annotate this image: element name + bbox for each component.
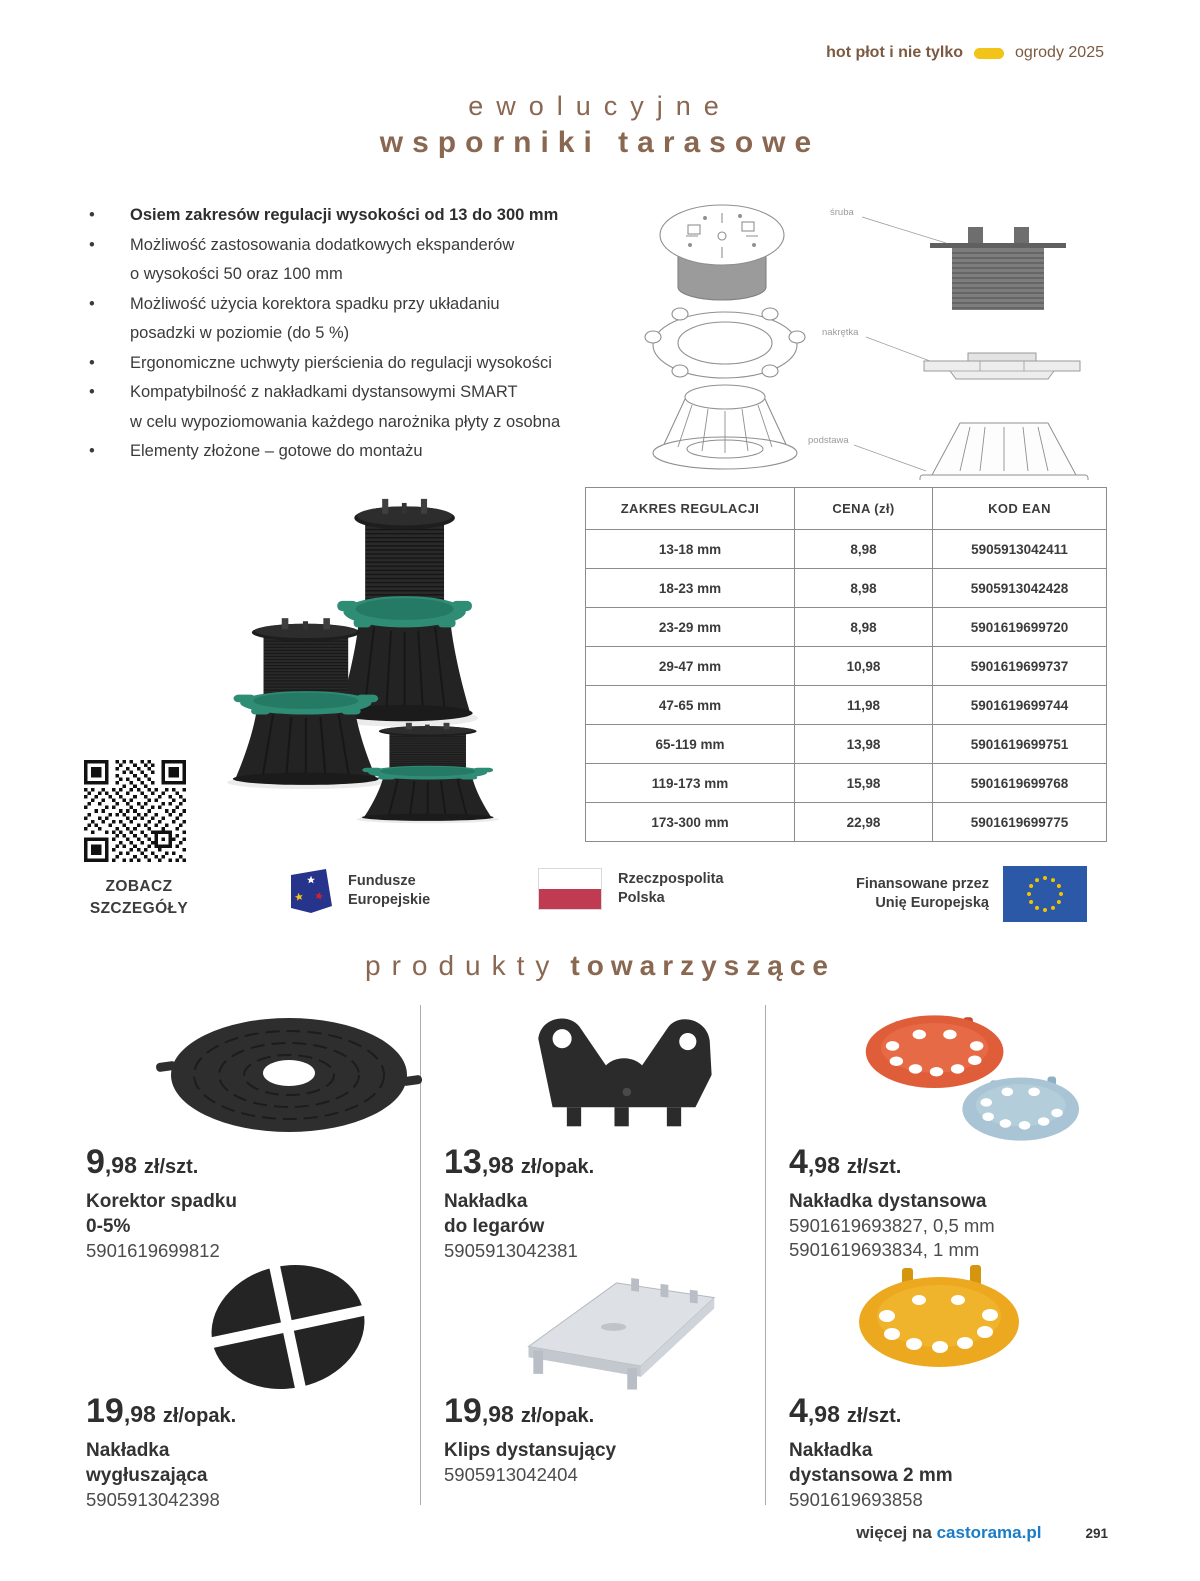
col-header-price: CENA (zł) [795, 488, 933, 530]
feature-item [86, 231, 631, 261]
bullet-marker: • [89, 294, 95, 313]
product-price: 19,98 zł/opak. [86, 1392, 237, 1430]
cell-range: 119-173 mm [586, 764, 795, 803]
product-name: Nakładka dystansowa [789, 1191, 987, 1212]
footer-prefix: więcej na [856, 1523, 937, 1542]
feature-item [86, 349, 631, 379]
feature-text: Możliwość zastosowania dodatkowych ekspanderów [130, 235, 515, 254]
product-ean: 5905913042404 [444, 1464, 578, 1485]
qr-caption [44, 876, 234, 920]
cell-price: 11,98 [795, 686, 933, 725]
section-title-accompanying-products [0, 946, 1200, 986]
feature-text: posadzki w poziomie (do 5 %) [130, 324, 350, 342]
product-ean: 5901619693827, 0,5 mm [789, 1215, 995, 1236]
product-image-sound-dampening-pad [204, 1257, 372, 1397]
cell-ean: 5905913042411 [933, 530, 1107, 569]
financed-label-line1: Finansowane przez [856, 876, 989, 892]
qr-code [84, 760, 186, 862]
poland-label-line1: Rzeczpospolita [618, 871, 724, 887]
feature-item [86, 378, 631, 408]
product-ean: 5901619693858 [789, 1489, 923, 1510]
poland-label [618, 870, 724, 908]
table-row [586, 608, 1107, 647]
page-number: 291 [1085, 1526, 1108, 1541]
price-table [585, 487, 1107, 842]
product-price: 9,98 zł/szt. [86, 1143, 199, 1181]
nut-part-diagram [822, 327, 1080, 379]
feature-item [86, 260, 631, 290]
feature-text: o wysokości 50 oraz 100 mm [130, 265, 343, 283]
table-header-row [586, 488, 1107, 530]
bullet-marker: • [89, 383, 95, 401]
diagram-label-base: podstawa [808, 435, 849, 446]
feature-text: Możliwość użycia korektora spadku przy układaniu [130, 294, 500, 313]
page-title-line1: ewolucyjne [468, 91, 732, 121]
exploded-view [645, 205, 805, 469]
pedestals-product-photo [170, 468, 570, 863]
product-card-spacer-pad-2mm [789, 1391, 1114, 1512]
spacer-pad-blue [962, 1077, 1079, 1141]
yellow-pill-icon [974, 48, 1004, 59]
diagram-label-screw: śruba [830, 207, 854, 218]
feature-text: Ergonomiczne uchwyty pierścienia do regulacji wysokości [130, 353, 552, 372]
cell-range: 29-47 mm [586, 647, 795, 686]
product-price: 4,98 zł/szt. [789, 1392, 902, 1430]
pedestal-tall [331, 499, 478, 727]
poland-label-line2: Polska [618, 890, 665, 906]
catalog-brand: hot płot i nie tylko [826, 44, 964, 61]
qr-caption-line1: ZOBACZ [105, 878, 173, 895]
cell-range: 47-65 mm [586, 686, 795, 725]
bullet-marker [86, 408, 130, 438]
product-name: Nakładka [444, 1191, 528, 1212]
product-price: 13,98 zł/opak. [444, 1143, 595, 1181]
bullet-marker: • [89, 353, 95, 372]
section-title-light: produkty [365, 950, 561, 981]
col-header-ean: KOD EAN [933, 488, 1107, 530]
eu-funds-label-line2: Europejskie [348, 892, 431, 908]
product-price: 4,98 zł/szt. [789, 1143, 902, 1181]
eu-funds-label-line1: Fundusze [348, 873, 416, 889]
catalog-edition: ogrody 2025 [1015, 44, 1104, 61]
castorama-link[interactable]: castorama.pl [936, 1523, 1042, 1542]
cell-price: 10,98 [795, 647, 933, 686]
cell-ean: 5901619699768 [933, 764, 1107, 803]
cell-ean: 5901619699737 [933, 647, 1107, 686]
page-title-line2: wsporniki tarasowe [379, 126, 821, 159]
product-card-spacer-clip [444, 1391, 769, 1487]
page-header [826, 44, 1104, 62]
spacer-pad-orange [866, 1015, 1004, 1088]
cell-ean: 5901619699720 [933, 608, 1107, 647]
product-name: Nakładka [789, 1440, 873, 1461]
cell-range: 18-23 mm [586, 569, 795, 608]
feature-item [86, 408, 631, 438]
table-row [586, 530, 1107, 569]
feature-item [86, 290, 631, 320]
cell-ean: 5901619699744 [933, 686, 1107, 725]
financed-label-line2: Unię Europejską [875, 895, 989, 911]
page-footer [856, 1523, 1108, 1543]
screw-part-diagram [830, 207, 1066, 310]
table-row [586, 647, 1107, 686]
diagram-label-nut: nakrętka [822, 327, 859, 338]
footer-more-text [856, 1523, 1041, 1543]
cell-range: 23-29 mm [586, 608, 795, 647]
feature-text: Kompatybilność z nakładkami dystansowymi SMART [130, 383, 518, 401]
product-card-slope-corrector [86, 1142, 411, 1263]
bullet-marker: • [89, 235, 95, 254]
cell-range: 65-119 mm [586, 725, 795, 764]
cell-range: 173-300 mm [586, 803, 795, 842]
product-name: do legarów [444, 1216, 545, 1237]
product-image-spacer-pad-yellow [844, 1260, 1034, 1385]
feature-list [86, 201, 631, 467]
product-name: dystansowa 2 mm [789, 1465, 953, 1486]
bullet-marker: • [89, 206, 95, 224]
feature-text: Elementy złożone – gotowe do montażu [130, 442, 423, 460]
table-row [586, 725, 1107, 764]
eu-flag-icon [1003, 866, 1087, 922]
product-name: wygłuszająca [86, 1465, 208, 1486]
product-ean: 5901619693834, 1 mm [789, 1239, 980, 1260]
feature-item [86, 437, 631, 467]
product-ean: 5905913042381 [444, 1240, 578, 1261]
product-card-spacer-pad [789, 1142, 1114, 1262]
cell-price: 15,98 [795, 764, 933, 803]
cell-ean: 5901619699751 [933, 725, 1107, 764]
poland-flag-icon [538, 868, 602, 910]
page-title [0, 90, 1200, 162]
product-ean: 5905913042398 [86, 1489, 220, 1510]
qr-caption-line2: SZCZEGÓŁY [89, 900, 189, 917]
product-name: Klips dystansujący [444, 1440, 617, 1461]
pedestal-small [356, 723, 499, 824]
products-grid [84, 1005, 1110, 1510]
product-image-spacer-clip [504, 1257, 729, 1392]
table-row [586, 764, 1107, 803]
eu-funds-flag-icon [286, 866, 336, 916]
feature-text: w celu wypoziomowania każdego narożnika płyty z osobna [130, 412, 561, 431]
financed-label [856, 875, 989, 913]
product-image-slope-corrector [154, 1010, 424, 1140]
col-header-range: ZAKRES REGULACJI [586, 488, 795, 530]
cell-price: 8,98 [795, 569, 933, 608]
cell-price: 8,98 [795, 608, 933, 647]
feature-item [86, 201, 631, 231]
financed-by-eu-block [856, 866, 1087, 922]
cell-ean: 5901619699775 [933, 803, 1107, 842]
bullet-marker: • [89, 442, 95, 460]
table-row [586, 803, 1107, 842]
product-name: Korektor spadku [86, 1191, 237, 1212]
bullet-marker [86, 260, 130, 290]
cell-ean: 5905913042428 [933, 569, 1107, 608]
base-part-diagram [808, 423, 1088, 480]
cell-range: 13-18 mm [586, 530, 795, 569]
poland-logo-block [538, 868, 724, 910]
product-price: 19,98 zł/opak. [444, 1392, 595, 1430]
table-row [586, 686, 1107, 725]
product-name: Nakładka [86, 1440, 170, 1461]
product-card-joist-pad [444, 1142, 769, 1263]
feature-item [86, 319, 631, 349]
product-image-spacer-pads [860, 1005, 1080, 1150]
cell-price: 8,98 [795, 530, 933, 569]
eu-funds-logo-block [286, 866, 430, 916]
section-title-bold: towarzyszące [570, 950, 835, 981]
product-name: 0-5% [86, 1216, 131, 1237]
feature-text: Osiem zakresów regulacji wysokości od 13 do 300 mm [130, 206, 559, 224]
eu-funds-label [348, 872, 430, 910]
exploded-pedestal-diagram [630, 185, 1140, 480]
cell-price: 22,98 [795, 803, 933, 842]
table-row [586, 569, 1107, 608]
cell-price: 13,98 [795, 725, 933, 764]
product-ean: 5901619699812 [86, 1240, 220, 1261]
product-image-joist-pad [524, 1005, 724, 1140]
product-card-sound-dampening-pad [86, 1391, 411, 1512]
bullet-marker [86, 319, 130, 349]
